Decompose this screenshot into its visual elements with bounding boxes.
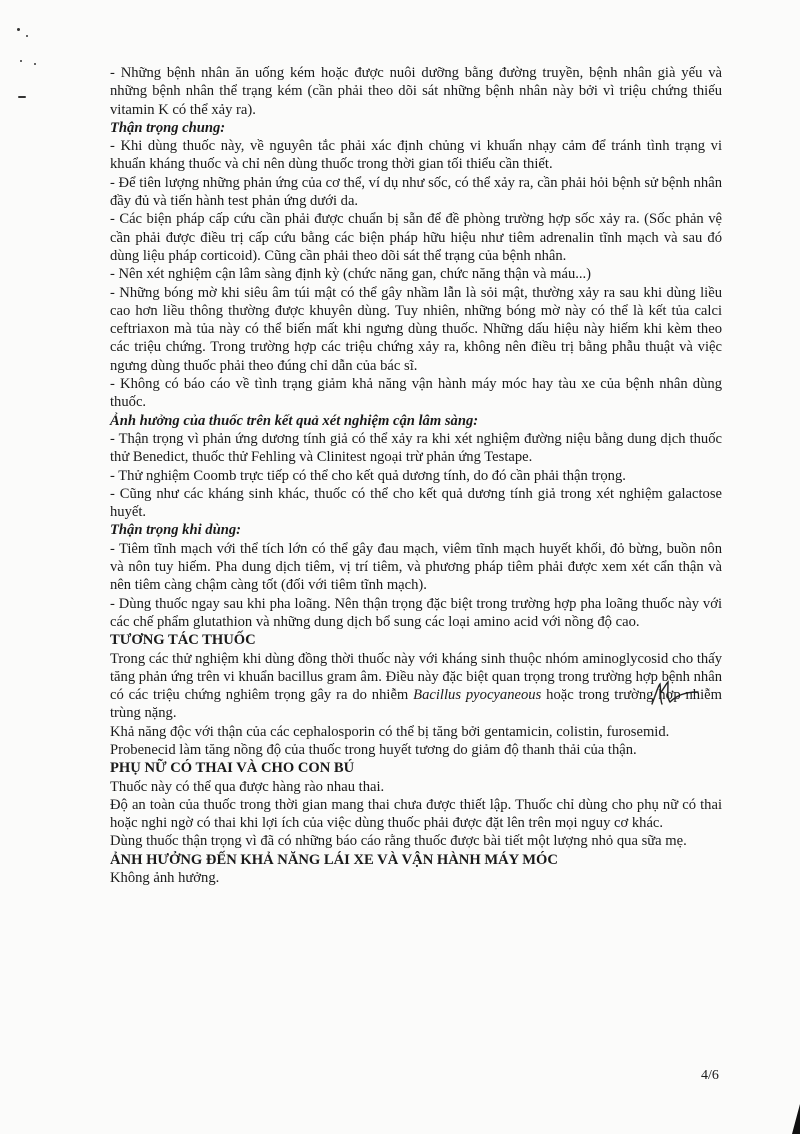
scan-speck <box>20 60 22 62</box>
bullet-item: - Không có báo cáo về tình trạng giảm khả năng vận hành máy móc hay tàu xe của bệnh nhân dùng thuốc. <box>110 376 722 411</box>
bullet-item: - Thử nghiệm Coomb trực tiếp có thể cho kết quả dương tính, do đó cần phải thận trọng. <box>110 467 626 484</box>
scan-speck <box>34 63 36 65</box>
document-body <box>110 64 722 887</box>
section-heading: TƯƠNG TÁC THUỐC <box>110 632 256 649</box>
scan-speck <box>26 35 28 37</box>
page-number: 4/6 <box>701 1068 719 1083</box>
subsection-heading: Ảnh hưởng của thuốc trên kết quả xét nghiệm cận lâm sàng: <box>110 412 479 429</box>
paragraph: Khả năng độc với thận của các cephalosporin có thể bị tăng bởi gentamicin, colistin, furosemid. <box>110 723 670 740</box>
bullet-item: - Tiêm tĩnh mạch với thể tích lớn có thể gây đau mạch, viêm tĩnh mạch huyết khối, đỏ bừng, buồn nôn và nôn tuy hiếm. Pha dung dịch tiêm, vị trí tiêm, và phương pháp tiêm phải được xem xét cẩn thận và nên tiêm càng chậm càng tốt (đối với tiêm tĩnh mạch). <box>110 540 722 594</box>
paragraph: Độ an toàn của thuốc trong thời gian mang thai chưa được thiết lập. Thuốc chỉ dùng cho phụ nữ có thai hoặc nghi ngờ có thai khi lợi ích của việc dùng thuốc phải được đặt lên trên mọi nguy cơ khác. <box>110 796 722 832</box>
bullet-item: - Các biện pháp cấp cứu cần phải được chuẩn bị sẵn để đề phòng trường hợp sốc xảy ra. (Sốc phản vệ cần phải được điều trị cấp cứu bằng các biện pháp hữu hiệu như tiêm adrenalin tĩnh mạch và sau đó dùng liệu pháp corticoid). Cũng cần phải theo dõi sát thể trạng của bệnh nhân. <box>110 211 722 264</box>
section-heading: ẢNH HƯỞNG ĐẾN KHẢ NĂNG LÁI XE VÀ VẬN HÀNH MÁY MÓC <box>110 851 558 868</box>
section-heading: PHỤ NỮ CÓ THAI VÀ CHO CON BÚ <box>110 760 355 777</box>
paragraph <box>110 650 722 723</box>
bullet-item: - Khi dùng thuốc này, về nguyên tắc phải xác định chủng vi khuẩn nhạy cảm để tránh tình trạng vi khuẩn kháng thuốc và chỉ nên dùng thuốc trong thời gian tối thiểu cần thiết. <box>110 138 722 173</box>
corner-mark <box>792 1104 800 1134</box>
paragraph: Thuốc này có thể qua được hàng rào nhau thai. <box>110 778 385 795</box>
paragraph-text: Trong các thử nghiệm khi dùng đồng thời thuốc này với kháng sinh thuộc nhóm aminoglycosid cho thấy tăng phản ứng trên vi khuẩn bacillus gram âm. Điều này đặc biệt quan trọng trong trường hợp bệnh nhân có các triệu chứng nghiêm trọng gây ra do nhiễm <box>110 650 722 704</box>
species-name: Bacillus pyocyaneous <box>413 687 542 704</box>
scan-speck <box>17 28 20 31</box>
subsection-heading: Thận trọng khi dùng: <box>110 522 241 539</box>
bullet-item: - Nên xét nghiệm cận lâm sàng định kỳ (chức năng gan, chức năng thận và máu...) <box>110 266 592 283</box>
bullet-item: - Những bệnh nhân ăn uống kém hoặc được nuôi dưỡng bằng đường truyền, bệnh nhân già yếu và những bệnh nhân thể trạng kém (cần phải theo dõi sát những bệnh nhân này bởi vì triệu chứng thiếu vitamin K có thể xảy ra). <box>110 65 722 118</box>
handwritten-initials <box>648 680 708 710</box>
bullet-item: - Thận trọng vì phản ứng dương tính giả có thể xảy ra khi xét nghiệm đường niệu bằng dung dịch thuốc thử Benedict, thuốc thử Fehling và Clinitest ngoại trừ phản ứng Testape. <box>110 430 722 466</box>
subsection-heading: Thận trọng chung: <box>110 119 226 136</box>
paragraph: Dùng thuốc thận trọng vì đã có những báo cáo rằng thuốc được bài tiết một lượng nhỏ qua sữa mẹ. <box>110 833 687 850</box>
paragraph-text: hoặc trong trường hợp nhiễm trùng nặng. <box>110 687 722 722</box>
scan-speck <box>18 96 26 98</box>
bullet-item: - Cũng như các kháng sinh khác, thuốc có thể cho kết quả dương tính giả trong xét nghiệm galactose huyết. <box>110 485 722 521</box>
paragraph: Probenecid làm tăng nồng độ của thuốc trong huyết tương do giảm độ thanh thải của thận. <box>110 741 637 758</box>
bullet-item: - Dùng thuốc ngay sau khi pha loãng. Nên thận trọng đặc biệt trong trường hợp pha loãng thuốc này với các chế phẩm glutathion và những dung dịch bổ sung các loại amino acid với nồng độ cao. <box>110 595 722 630</box>
bullet-item: - Những bóng mờ khi siêu âm túi mật có thể gây nhầm lẫn là sỏi mật, thường xảy ra sau khi dùng liều cao hơn liều thông thường được khuyên dùng. Tuy nhiên, những bóng mờ này có thể là kết tủa calci ceftriaxon mà tủa này có thể biến mất khi ngưng dùng thuốc. Những dấu hiệu này hiếm khi kèm theo các triệu chứng. Trong trường hợp các triệu chứng xảy ra, không nên điều trị bằng phẫu thuật và việc ngưng dùng thuốc phải theo đúng chỉ dẫn của bác sĩ. <box>110 284 722 374</box>
paragraph: Không ảnh hưởng. <box>110 870 220 887</box>
bullet-item: - Để tiên lượng những phản ứng của cơ thể, ví dụ như sốc, có thể xảy ra, cần phải hỏi bệnh sử bệnh nhân đầy đủ và tiến hành test phản ứng dưới da. <box>110 174 722 210</box>
